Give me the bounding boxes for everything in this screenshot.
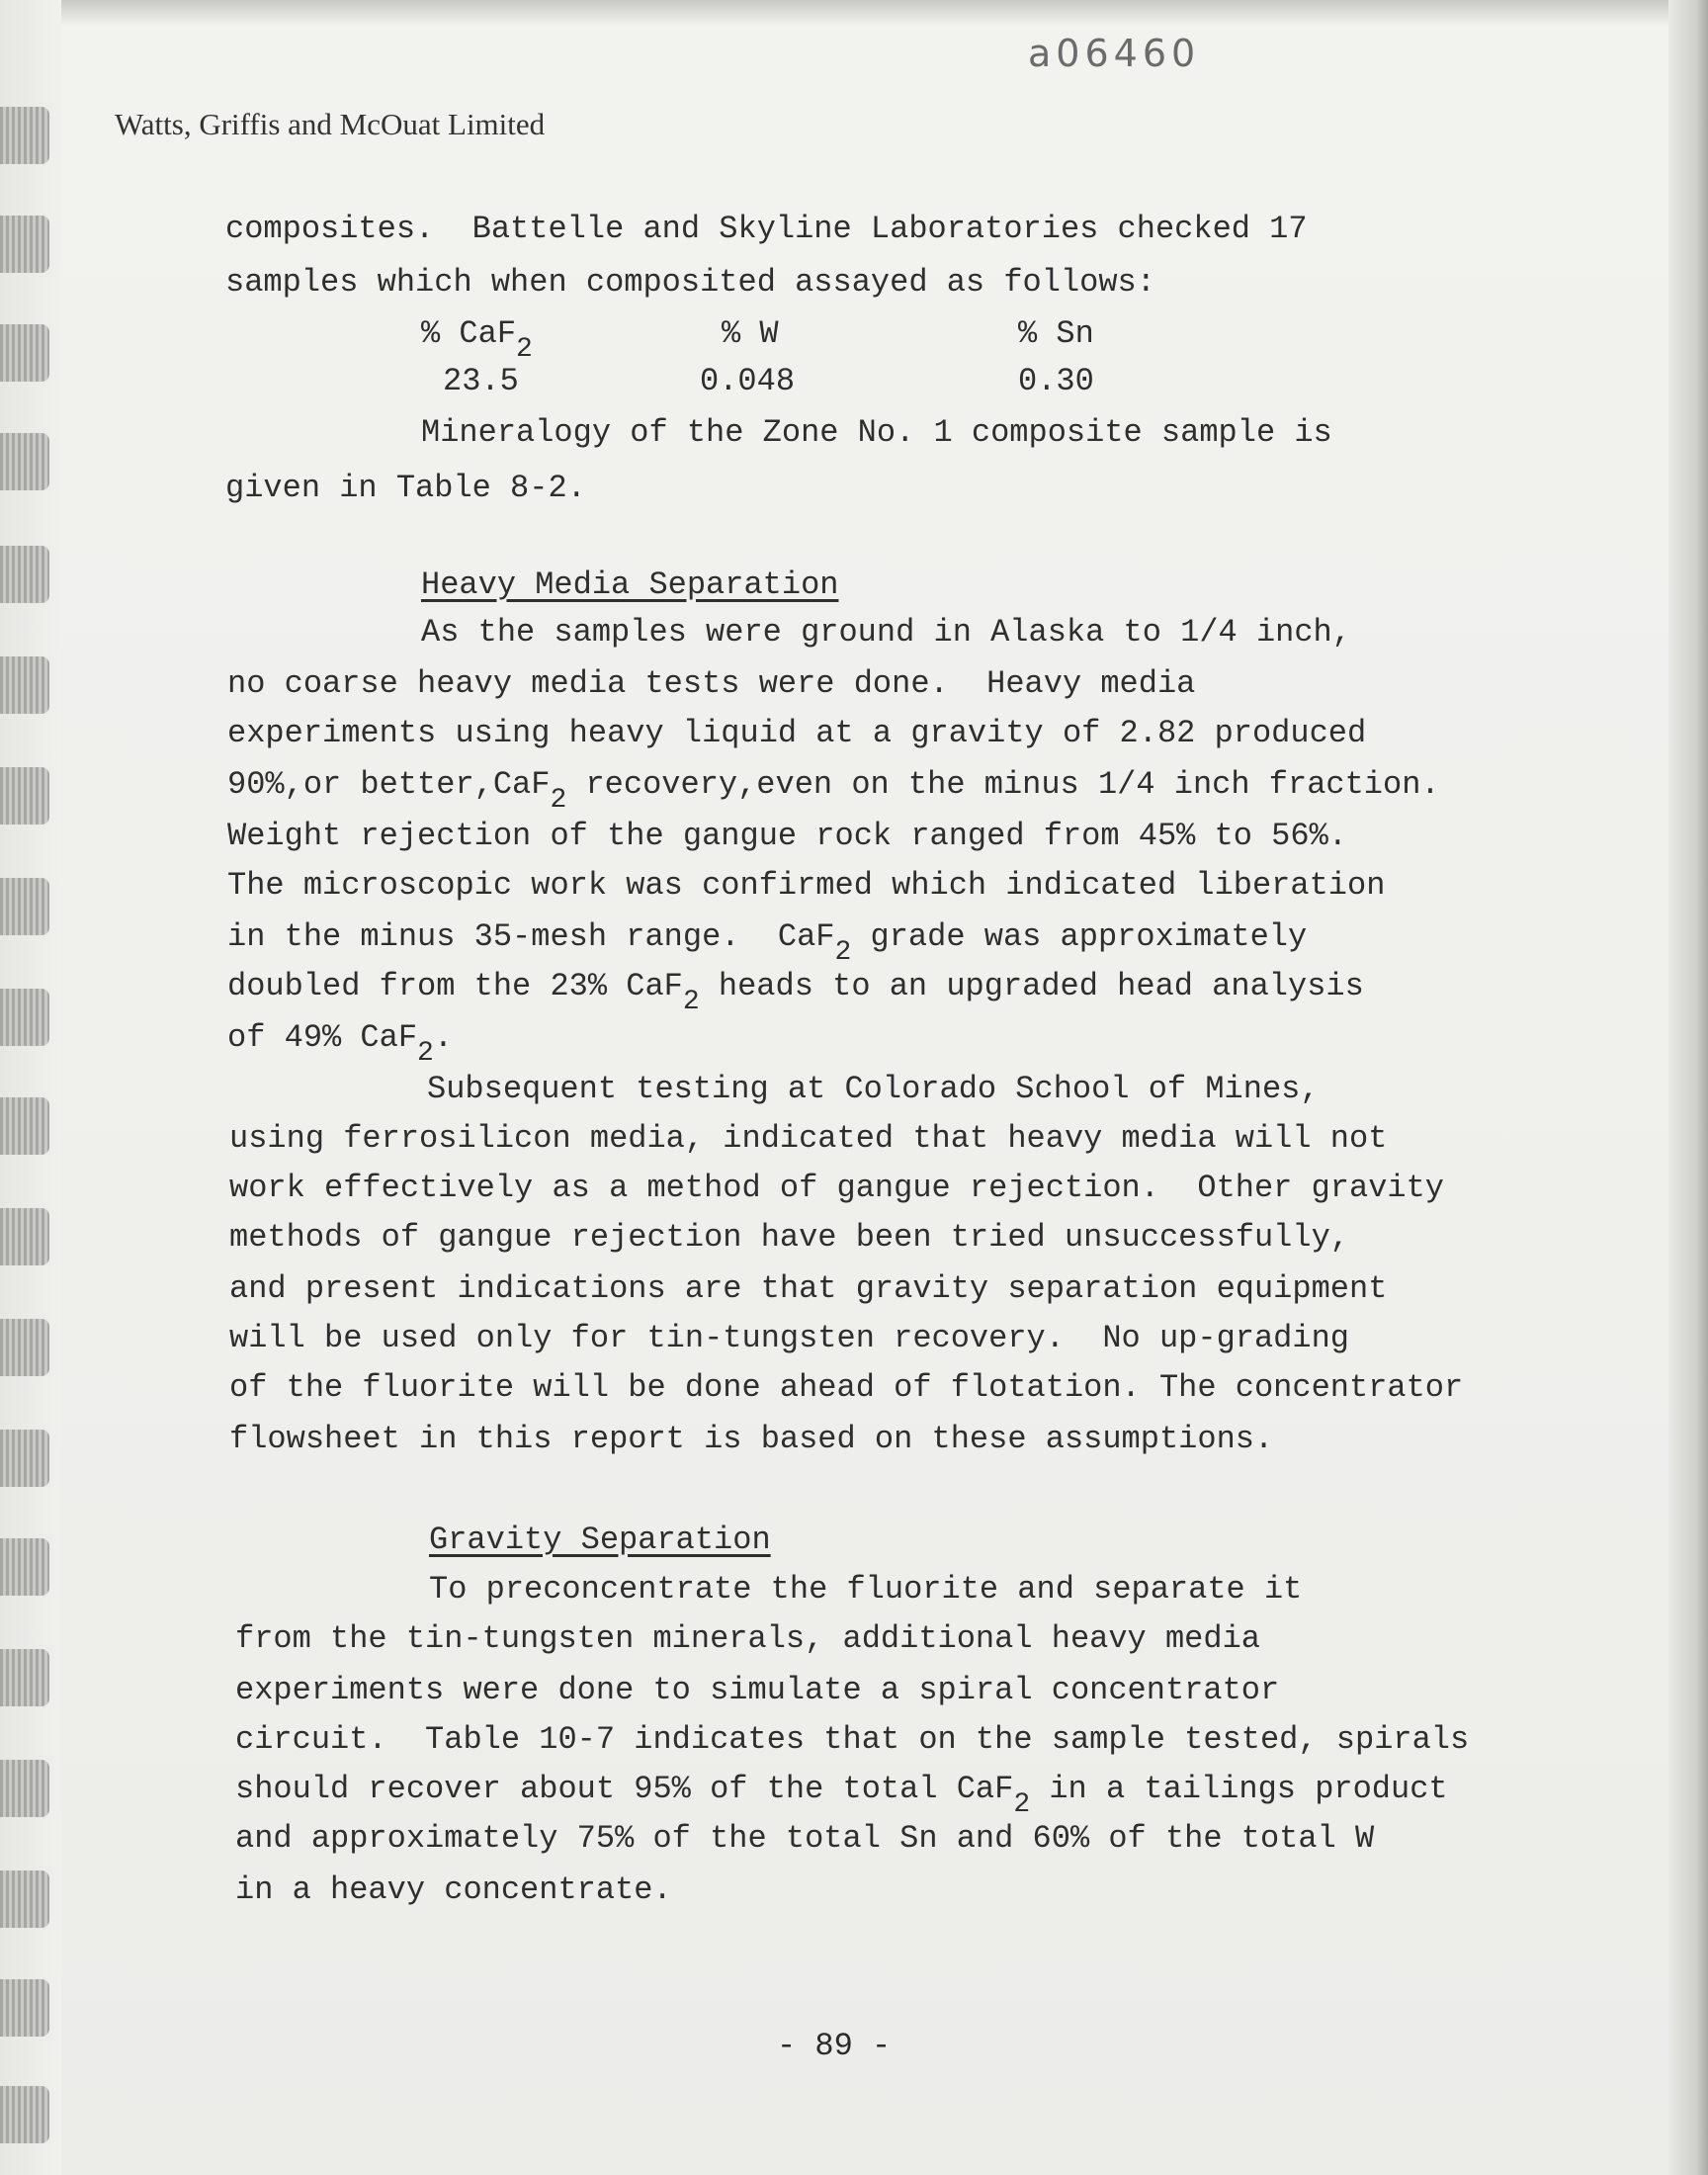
- binding-ring: [0, 1319, 49, 1376]
- body-line: The microscopic work was confirmed which indicated liberation: [227, 867, 1386, 904]
- body-line: composites. Battelle and Skyline Laboratories checked 17: [225, 211, 1308, 247]
- table-header-sn: % Sn: [1018, 315, 1094, 352]
- binding-ring: [0, 1649, 49, 1706]
- page-right-edge: [1668, 0, 1708, 2175]
- body-line: Subsequent testing at Colorado School of Mines,: [427, 1071, 1320, 1107]
- binding-ring: [0, 1208, 49, 1265]
- binding-ring: [0, 546, 49, 603]
- body-line: in the minus 35-mesh range. CaF$_2$ grade was approximately: [227, 918, 1308, 968]
- body-line: 90%,or better,CaF$_2$ recovery,even on the minus 1/4 inch fraction.: [227, 766, 1440, 816]
- table-header-w: % W: [722, 315, 779, 352]
- document-number-stamp: a06460: [1028, 32, 1201, 75]
- binding-ring: [0, 989, 49, 1046]
- scan-top-shadow: [0, 0, 1708, 26]
- body-line: methods of gangue rejection have been tried unsuccessfully,: [229, 1219, 1349, 1256]
- body-line: Mineralogy of the Zone No. 1 composite sample is: [421, 414, 1332, 451]
- binding-ring: [0, 1979, 49, 2037]
- body-line: doubled from the 23% CaF$_2$ heads to an upgraded head analysis: [227, 968, 1364, 1017]
- body-line: circuit. Table 10-7 indicates that on the sample tested, spirals: [235, 1721, 1470, 1758]
- body-line: of the fluorite will be done ahead of flotation. The concentrator: [229, 1369, 1464, 1406]
- binding-ring: [0, 767, 49, 825]
- binding-ring: [0, 1430, 49, 1487]
- page-number: - 89 -: [777, 2028, 892, 2064]
- section-heading: Heavy Media Separation: [421, 566, 839, 603]
- body-line: flowsheet in this report is based on these assumptions.: [229, 1421, 1274, 1457]
- body-line: samples which when composited assayed as follows:: [225, 264, 1155, 301]
- spiral-binding: [0, 0, 61, 2175]
- body-line: Weight rejection of the gangue rock ranged from 45% to 56%.: [227, 818, 1347, 854]
- binding-ring: [0, 1097, 49, 1155]
- section-heading: Gravity Separation: [429, 1522, 771, 1558]
- body-line: from the tin-tungsten minerals, additional heavy media: [235, 1620, 1260, 1657]
- binding-ring: [0, 2086, 49, 2143]
- body-line: and approximately 75% of the total Sn and 60% of the total W: [235, 1820, 1375, 1857]
- binding-ring: [0, 878, 49, 935]
- binding-ring: [0, 1870, 49, 1928]
- binding-ring: [0, 1760, 49, 1817]
- binding-ring: [0, 656, 49, 714]
- table-cell: 0.048: [700, 363, 796, 399]
- binding-ring: [0, 1538, 49, 1596]
- body-line: using ferrosilicon media, indicated that heavy media will not: [229, 1120, 1388, 1157]
- body-line: no coarse heavy media tests were done. Heavy media: [227, 665, 1196, 702]
- body-line: To preconcentrate the fluorite and separate it: [429, 1571, 1303, 1608]
- body-line: As the samples were ground in Alaska to 1/4 inch,: [421, 614, 1351, 651]
- binding-ring: [0, 324, 49, 382]
- body-line: in a heavy concentrate.: [235, 1871, 672, 1908]
- body-line: given in Table 8-2.: [225, 470, 586, 506]
- binding-ring: [0, 216, 49, 273]
- letterhead: Watts, Griffis and McOuat Limited: [115, 107, 546, 141]
- table-header-caf2: % CaF$_2$: [421, 315, 533, 365]
- body-line: should recover about 95% of the total CaF$_2$ in a tailings product: [235, 1771, 1448, 1820]
- body-line: experiments using heavy liquid at a gravity of 2.82 produced: [227, 715, 1367, 751]
- body-line: will be used only for tin-tungsten recovery. No up-grading: [229, 1320, 1349, 1356]
- binding-ring: [0, 107, 49, 164]
- body-line: and present indications are that gravity separation equipment: [229, 1270, 1388, 1307]
- body-line: experiments were done to simulate a spiral concentrator: [235, 1672, 1280, 1708]
- body-line: work effectively as a method of gangue rejection. Other gravity: [229, 1170, 1444, 1206]
- table-cell: 23.5: [443, 363, 519, 399]
- table-cell: 0.30: [1018, 363, 1094, 399]
- body-line: of 49% CaF$_2$.: [227, 1019, 454, 1069]
- binding-ring: [0, 433, 49, 490]
